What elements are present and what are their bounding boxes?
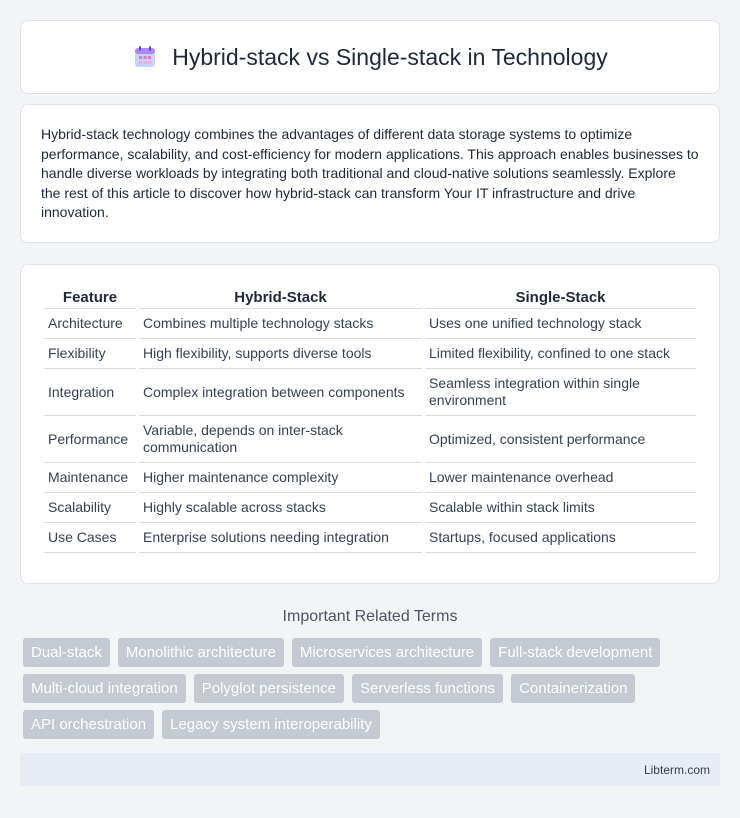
footer [20, 753, 720, 786]
feature-cell: Architecture [44, 309, 136, 339]
feature-cell: Flexibility [44, 339, 136, 369]
table-row [44, 369, 696, 416]
single-cell: Limited flexibility, confined to one stack [425, 339, 696, 369]
tag-microservices-architecture[interactable]: Microservices architecture [292, 638, 482, 667]
hybrid-cell: Enterprise solutions needing integration [139, 523, 422, 553]
single-cell: Lower maintenance overhead [425, 463, 696, 493]
intro-card [20, 104, 720, 243]
title-card [20, 20, 720, 94]
table-row [44, 339, 696, 369]
page-title: Hybrid-stack vs Single-stack in Technology [172, 43, 608, 70]
header-hybrid-stack: Hybrid-Stack [139, 285, 422, 309]
hybrid-cell: Variable, depends on inter-stack communication [139, 416, 422, 463]
tag-monolithic-architecture[interactable]: Monolithic architecture [118, 638, 284, 667]
feature-cell: Integration [44, 369, 136, 416]
feature-cell: Performance [44, 416, 136, 463]
table-row [44, 309, 696, 339]
hybrid-cell: Combines multiple technology stacks [139, 309, 422, 339]
hybrid-cell: High flexibility, supports diverse tools [139, 339, 422, 369]
calendar-icon [132, 44, 158, 70]
comparison-table-card [20, 264, 720, 584]
footer-site-link[interactable]: Libterm.com [643, 762, 710, 777]
related-terms-tags [20, 638, 720, 739]
tag-full-stack-development[interactable]: Full-stack development [490, 638, 660, 667]
table-row [44, 493, 696, 523]
single-cell: Startups, focused applications [425, 523, 696, 553]
tag-dual-stack[interactable]: Dual-stack [23, 638, 110, 667]
tag-legacy-system-interoperability[interactable]: Legacy system interoperability [162, 710, 380, 739]
table-row [44, 416, 696, 463]
tag-api-orchestration[interactable]: API orchestration [23, 710, 154, 739]
table-row [44, 523, 696, 553]
tag-serverless-functions[interactable]: Serverless functions [352, 674, 503, 703]
hybrid-cell: Complex integration between components [139, 369, 422, 416]
tag-polyglot-persistence[interactable]: Polyglot persistence [194, 674, 344, 703]
single-cell: Seamless integration within single environment [425, 369, 696, 416]
single-cell: Scalable within stack limits [425, 493, 696, 523]
header-single-stack: Single-Stack [425, 285, 696, 309]
comparison-table [41, 285, 699, 553]
related-terms-section [20, 608, 720, 739]
table-header-row [44, 285, 696, 309]
hybrid-cell: Higher maintenance complexity [139, 463, 422, 493]
feature-cell: Maintenance [44, 463, 136, 493]
single-cell: Optimized, consistent performance [425, 416, 696, 463]
intro-text: Hybrid-stack technology combines the advantages of different data storage systems to optimize performance, scalability, and cost-efficiency for modern applications. This approach enables businesses to handle diverse workloads by integrating both traditional and cloud-native solutions seamlessly. Explore the rest of this article to discover how hybrid-stack can transform Your IT infrastructure and drive innovation. [41, 126, 699, 221]
feature-cell: Scalability [44, 493, 136, 523]
tag-containerization[interactable]: Containerization [511, 674, 635, 703]
header-feature: Feature [44, 285, 136, 309]
related-terms-title: Important Related Terms [282, 608, 458, 625]
tag-multi-cloud-integration[interactable]: Multi-cloud integration [23, 674, 186, 703]
feature-cell: Use Cases [44, 523, 136, 553]
table-row [44, 463, 696, 493]
single-cell: Uses one unified technology stack [425, 309, 696, 339]
hybrid-cell: Highly scalable across stacks [139, 493, 422, 523]
